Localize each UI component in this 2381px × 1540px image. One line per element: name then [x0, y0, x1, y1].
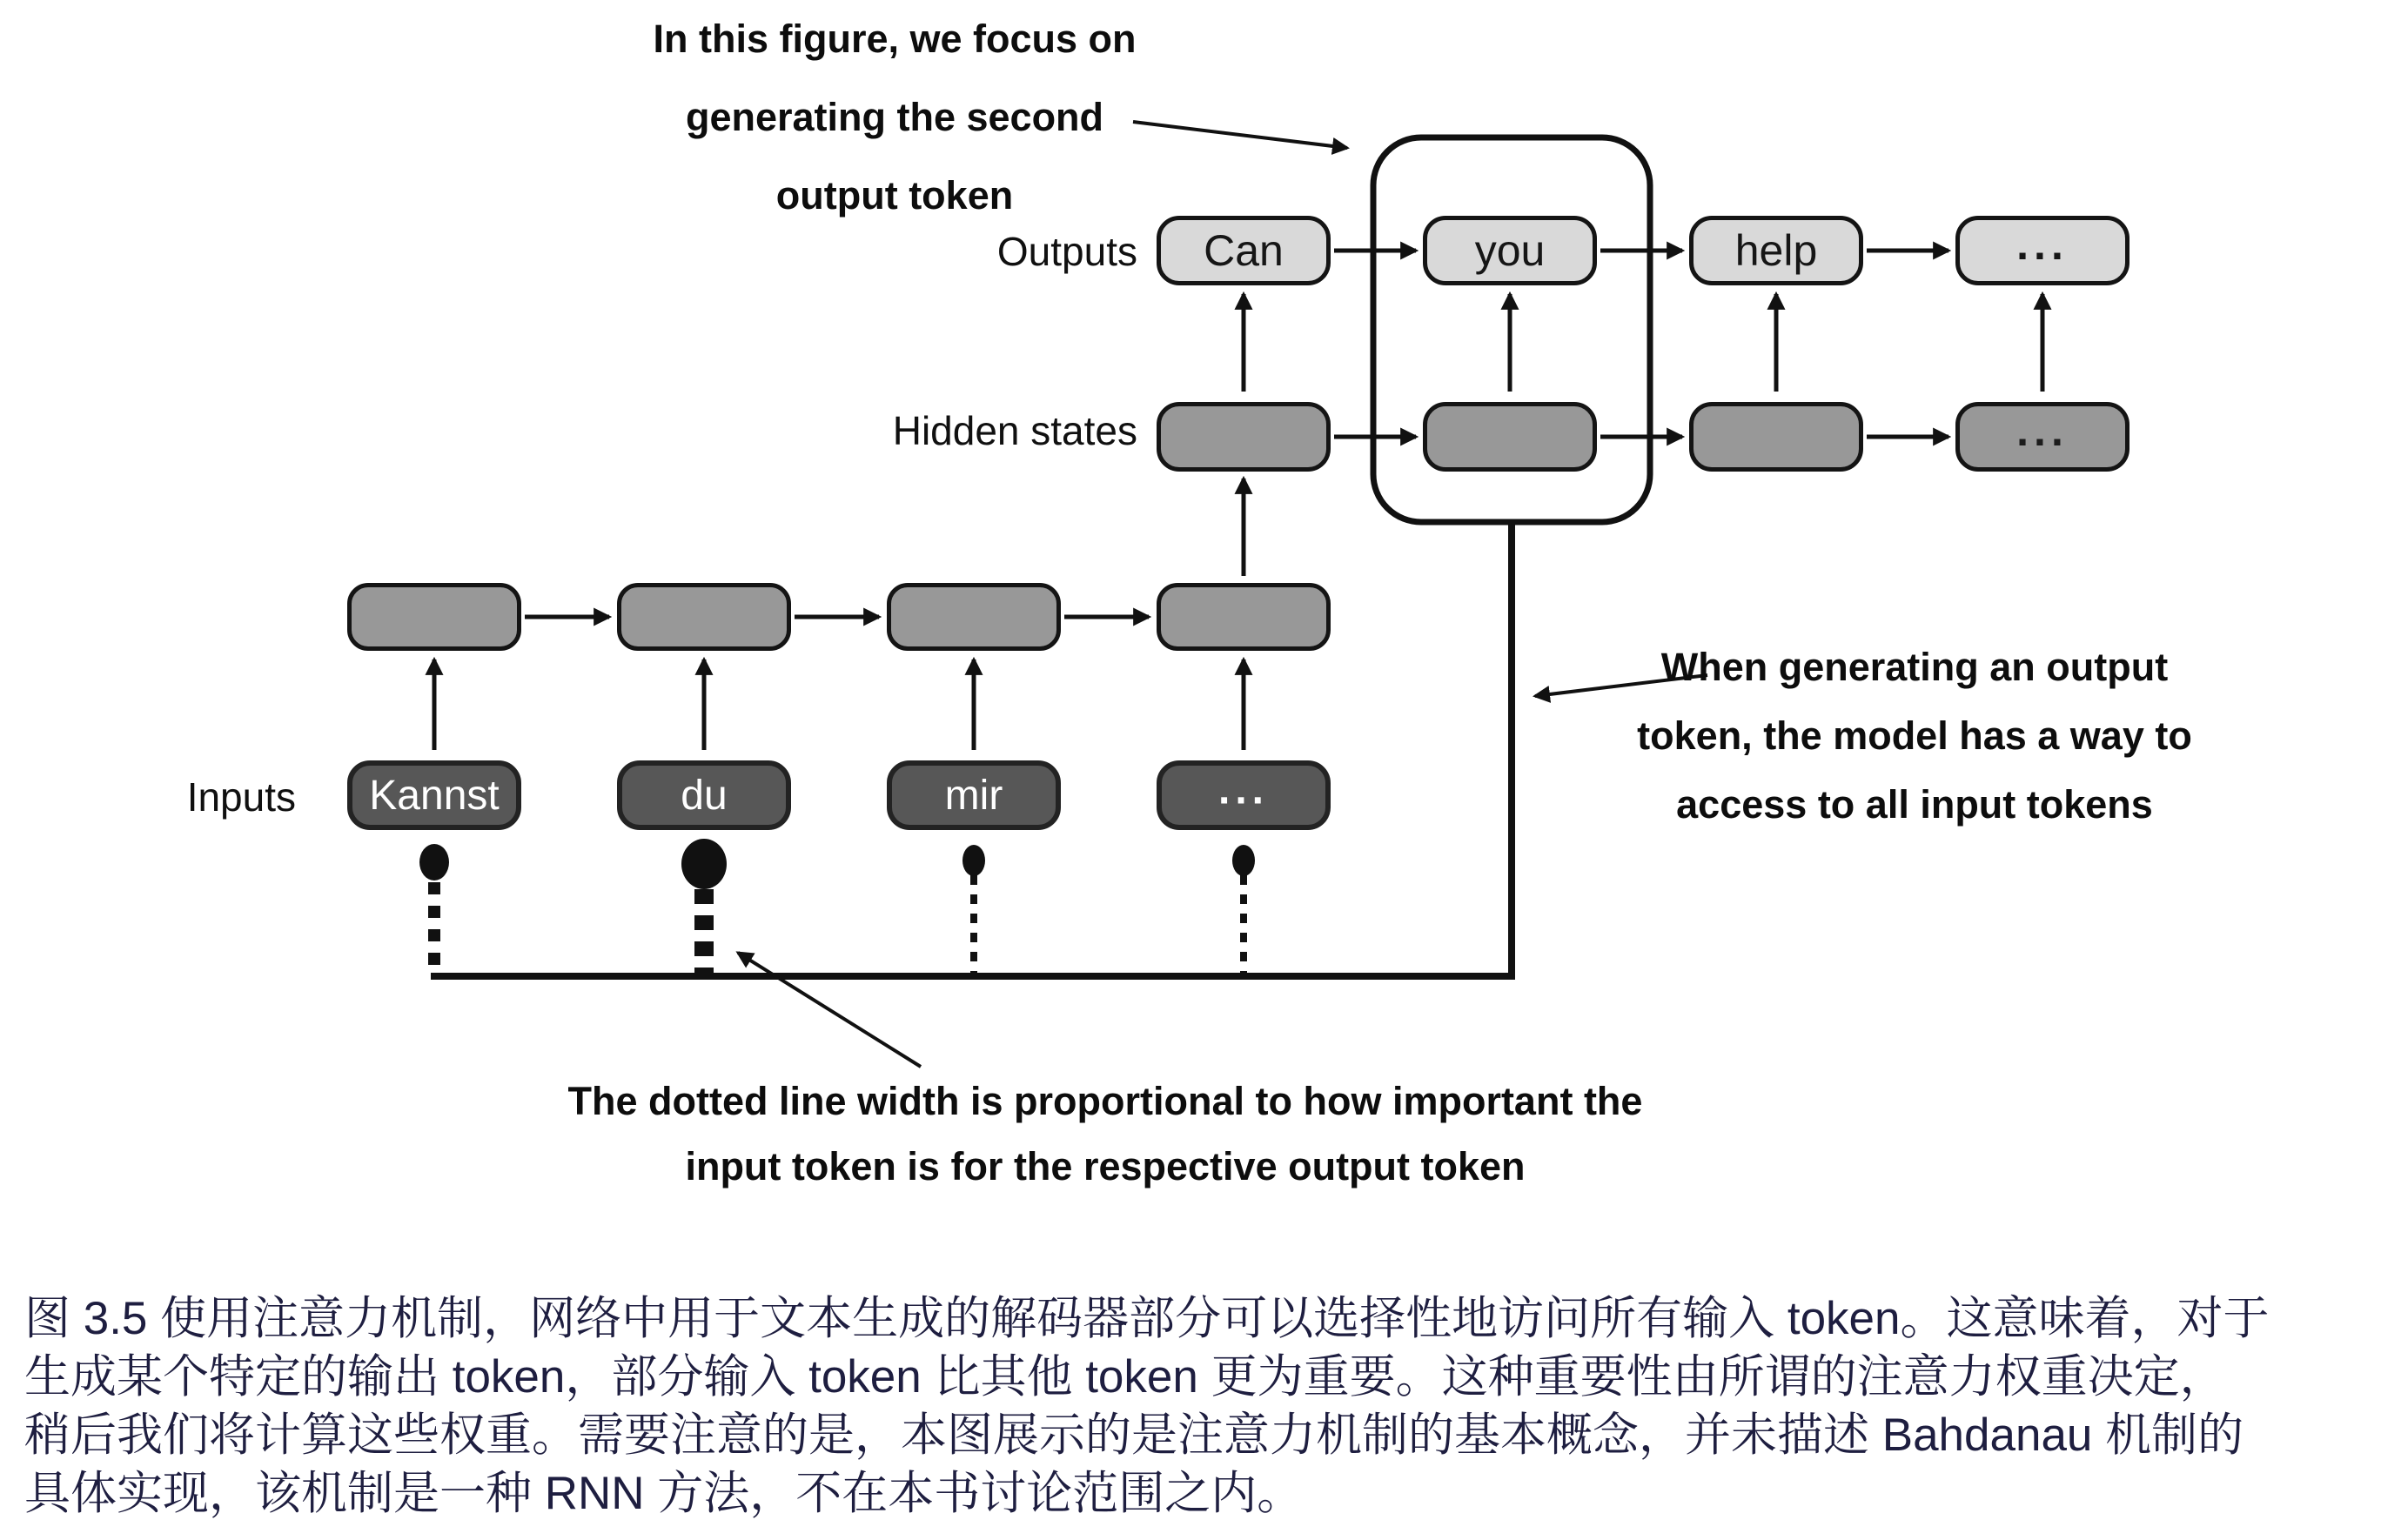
- encoder-box-4: [1157, 583, 1331, 651]
- outputs-row-label: Outputs: [996, 229, 1137, 274]
- hidden-state-1: [1157, 402, 1331, 472]
- output-token-you: you: [1423, 216, 1597, 285]
- output-token-ellipsis: [1955, 216, 2129, 285]
- encoder-box-3: [887, 583, 1061, 651]
- ellipsis-label: ...: [1217, 766, 1269, 813]
- top-annotation-line-1: In this figure, we focus on: [653, 17, 1137, 61]
- encoder-box-1: [347, 583, 521, 651]
- bottom-annotation-line-1: The dotted line width is proportional to how important the: [567, 1079, 1643, 1123]
- ellipsis-label: ...: [2016, 406, 2069, 456]
- hidden-to-output-arrows: [1244, 294, 2042, 392]
- output-token-help: help: [1689, 216, 1863, 285]
- top-annotation-line-3: output token: [775, 173, 1014, 218]
- bottom-annotation: [540, 1068, 1671, 1199]
- caption-line-3: 稍后我们将计算这些权重。需要注意的是，本图展示的是注意力机制的基本概念，并未描述 Bahdanau 机制的: [24, 1409, 2244, 1461]
- output-token-can: Can: [1157, 216, 1331, 285]
- top-annotation: [547, 0, 1243, 235]
- hidden-state-2: [1423, 402, 1597, 472]
- input-token-ellipsis: [1157, 760, 1331, 830]
- input-token-mir: mir: [887, 760, 1061, 830]
- attention-dot-mir: [962, 845, 985, 876]
- attention-weight-lines: [419, 839, 1255, 973]
- figure-caption: [24, 1289, 2365, 1523]
- inputs-row-label: Inputs: [186, 774, 296, 820]
- caption-line-4: 具体实现，该机制是一种 RNN 方法，不在本书讨论范围之内。: [24, 1468, 1304, 1519]
- bottom-annotation-arrow: [738, 953, 921, 1067]
- ellipsis-label: ...: [2016, 220, 2069, 270]
- attention-dot-kannst: [419, 844, 449, 880]
- attention-dot-ellipsis: [1232, 845, 1255, 876]
- hidden-states-row-label: Hidden states: [892, 408, 1137, 453]
- hidden-state-3: [1689, 402, 1863, 472]
- caption-line-1: 图 3.5 使用注意力机制，网络中用于文本生成的解码器部分可以选择性地访问所有输入 token。这意味着，对于: [24, 1293, 2270, 1344]
- hidden-state-ellipsis: [1955, 402, 2129, 472]
- input-token-du: du: [617, 760, 791, 830]
- top-annotation-line-2: generating the second: [685, 95, 1104, 139]
- bottom-annotation-line-2: input token is for the respective output token: [685, 1144, 1526, 1188]
- right-annotation-line-2: token, the model has a way to: [1637, 713, 2192, 758]
- encoder-box-2: [617, 583, 791, 651]
- right-annotation: [1584, 633, 2245, 839]
- right-annotation-line-3: access to all input tokens: [1676, 782, 2153, 827]
- input-to-encoder-arrows: [434, 660, 1244, 750]
- attention-dot-du: [681, 839, 727, 889]
- right-annotation-line-1: When generating an output: [1660, 645, 2169, 689]
- caption-line-2: 生成某个特定的输出 token，部分输入 token 比其他 token 更为重要。这种重要性由所谓的注意力权重决定，: [24, 1351, 2226, 1403]
- input-token-kannst: Kannst: [347, 760, 521, 830]
